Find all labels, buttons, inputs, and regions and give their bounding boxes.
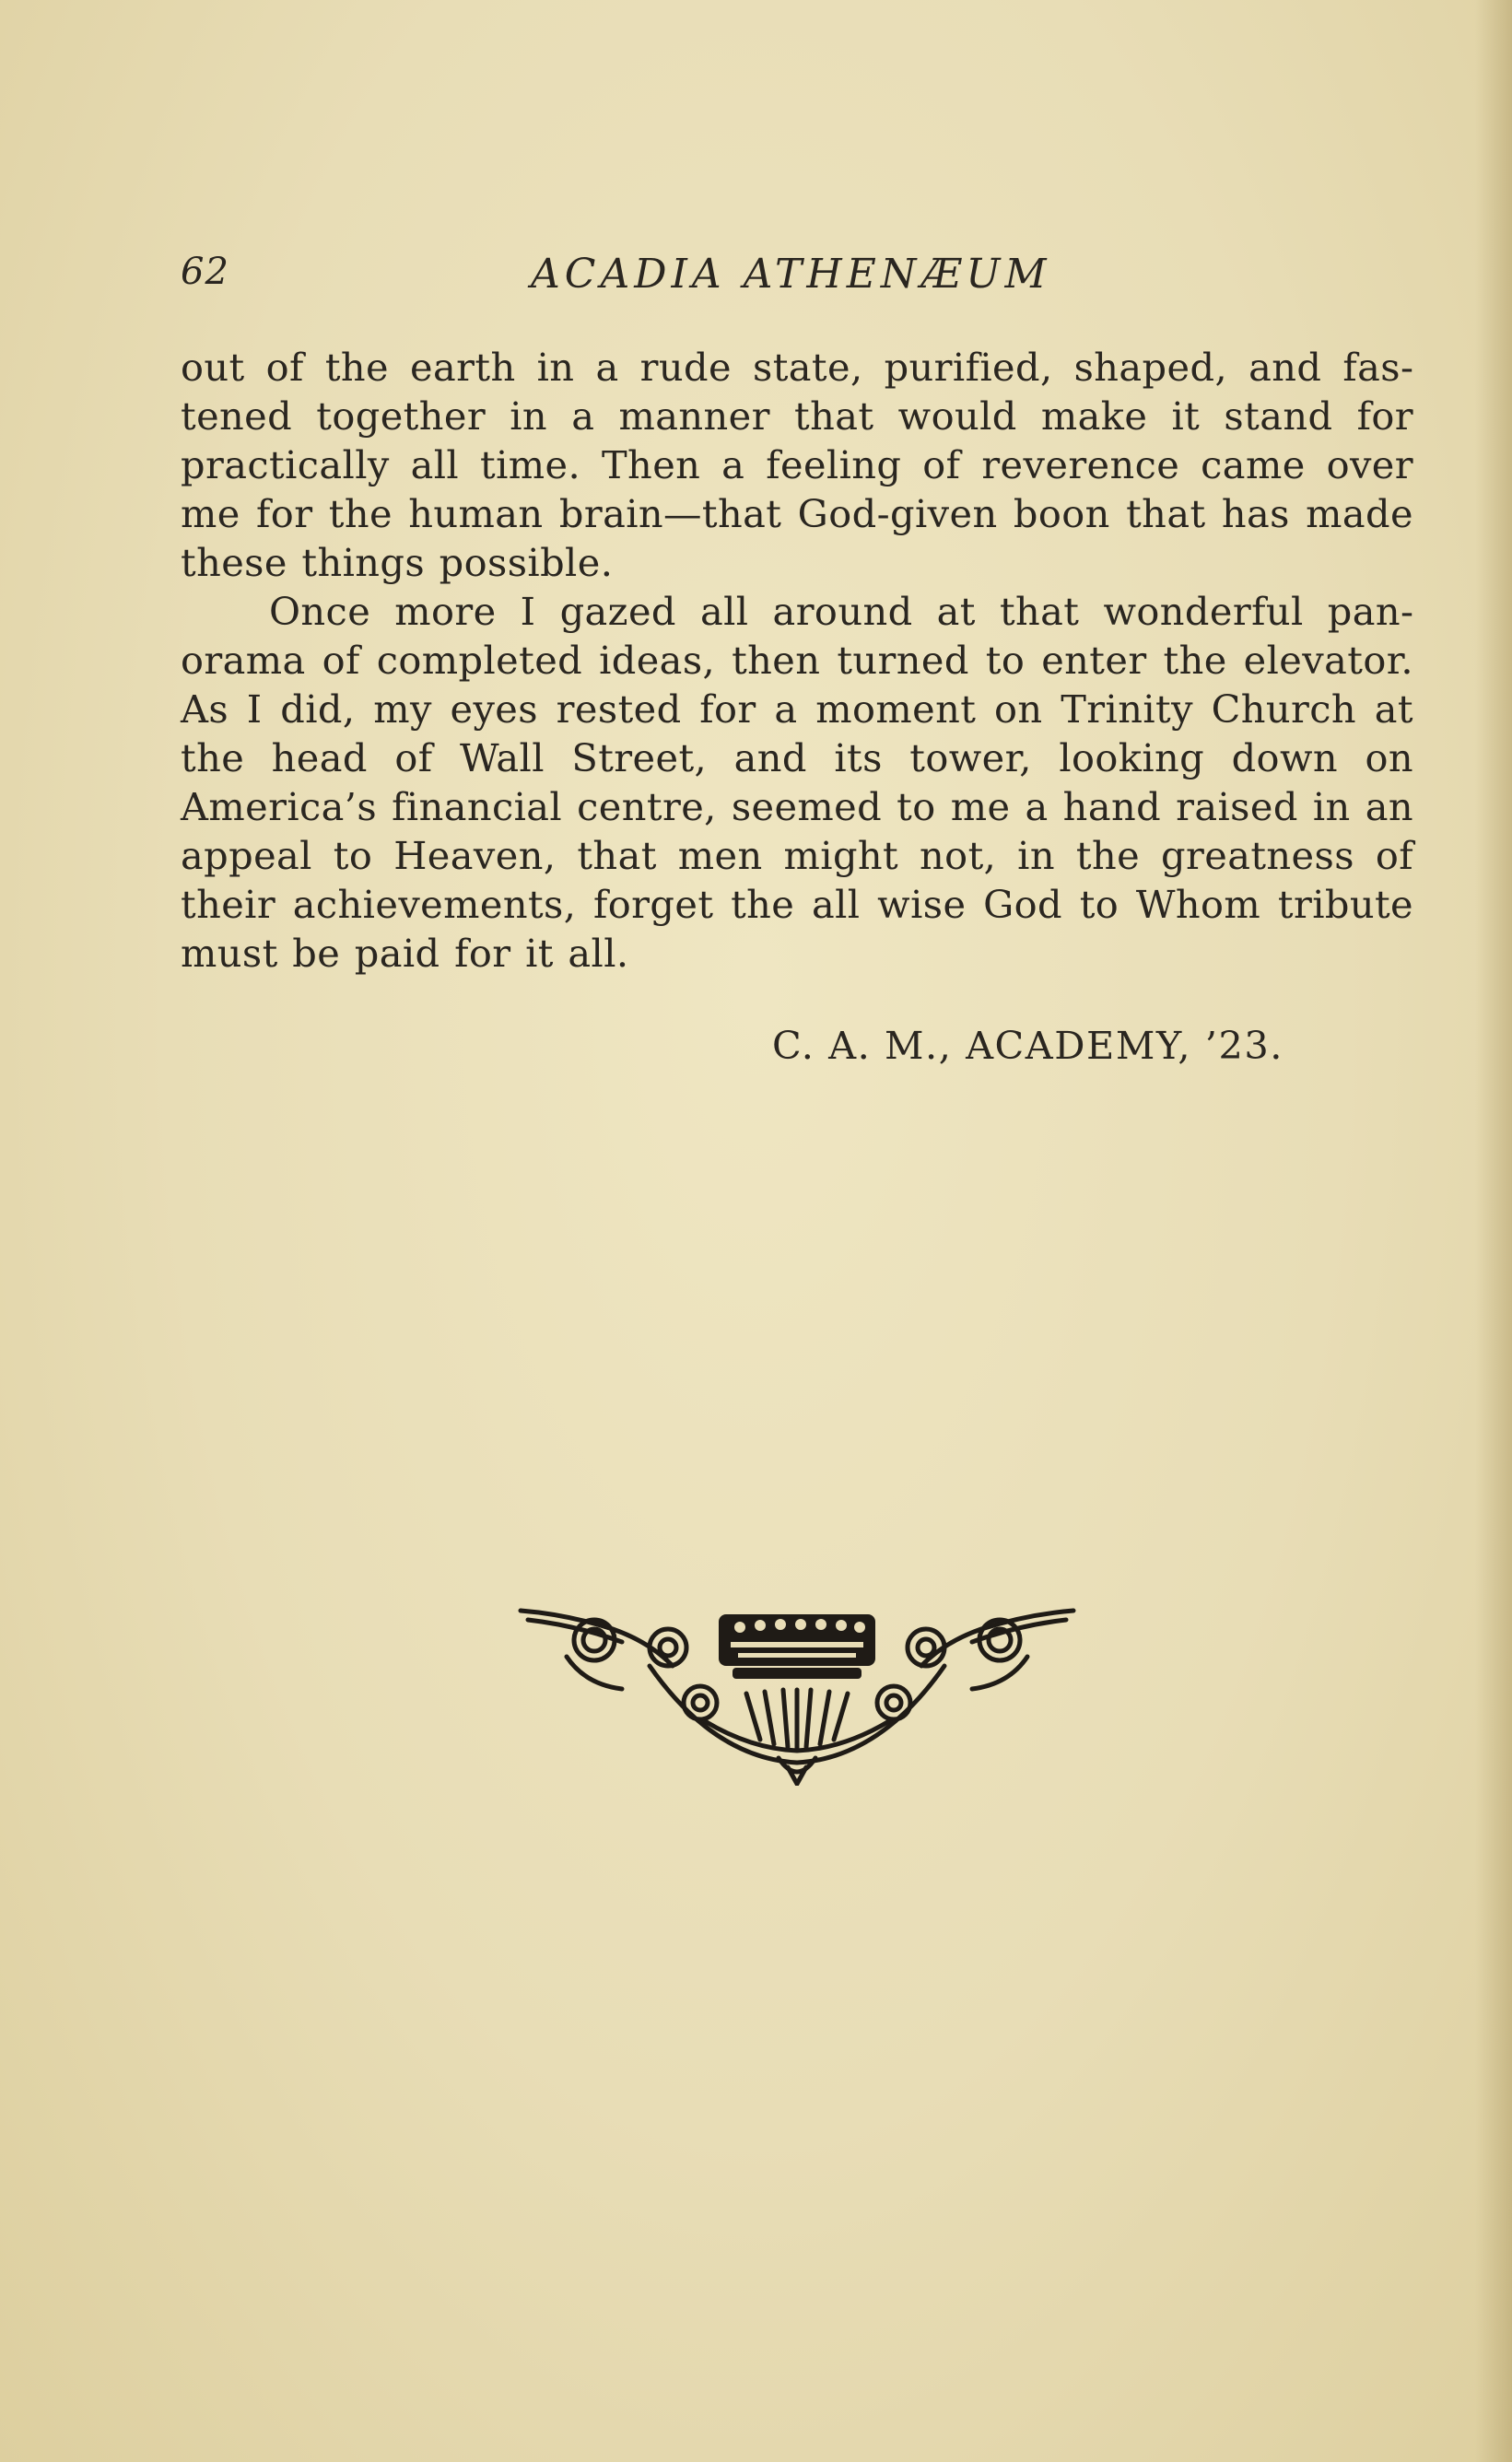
running-header (181, 251, 1413, 306)
page-number: 62 (181, 251, 229, 293)
article-body (181, 343, 1413, 978)
journal-title: ACADIA ATHENÆUM (531, 251, 1051, 298)
author-signature: C. A. M., ACADEMY, ’23. (772, 1023, 1283, 1068)
paragraph-closing: Once more I gazed all around at that wonderful panorama of completed ideas, then turned to enter the elevator. As I did, my eyes rested for a moment on Trinity Church at the head of Wall Street, and its tower, looking down on America’s financial centre, seemed to me a hand raised in an appeal to Heaven, that men might not, in the greatness of their achievements, forget the all wise God to Whom tribute must be paid for it all. (181, 589, 1413, 976)
page-edge-shadow (1475, 0, 1512, 2462)
floral-tailpiece-ornament-icon (511, 1601, 1083, 1786)
paragraph-continued: out of the earth in a rude state, purified, shaped, and fastened together in a manner that would make it stand for practically all time. Then a feeling of reverence came over me for the human brain—that God-given boon that has made these things possible. (181, 345, 1413, 585)
